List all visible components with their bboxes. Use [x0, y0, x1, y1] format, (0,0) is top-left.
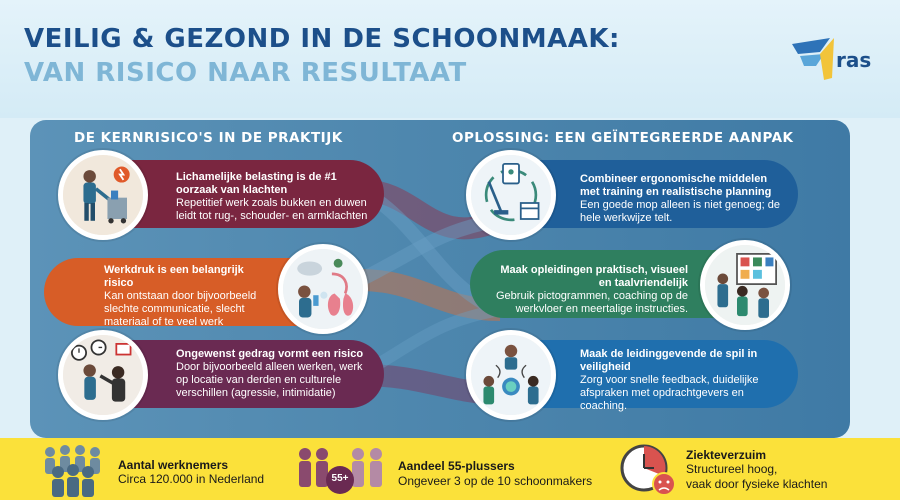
people-group-icon [40, 442, 106, 498]
solution-heading: Maak de leidinggevende de spil in veiligheid [580, 348, 758, 373]
page-subtitle: VAN RISICO NAAR RESULTAAT [24, 58, 467, 88]
solution-text: Een goede mop alleen is niet genoeg; de hele werkwijze telt. [580, 199, 780, 224]
stat-55plus-value: Ongeveer 3 op de 10 schoonmakers [398, 474, 593, 488]
stat-absence-label: Ziekteverzuim [686, 448, 767, 462]
risk-heading: Lichamelijke belasting is de #1 oorzaak van klachten [176, 171, 337, 196]
training-board-icon [700, 240, 790, 330]
risks-section-title: DE KERNRISICO'S IN DE PRAKTIJK [74, 130, 343, 146]
people-55plus-icon [296, 444, 390, 498]
solution-text: Zorg voor snelle feedback, duidelijke afspraken met opdrachtgevers en coaching. [580, 374, 759, 412]
stat-employees-value: Circa 120.000 in Nederland [118, 472, 265, 486]
solution-text: Gebruik pictogrammen, coaching op de werkvloer en meertalige instructies. [496, 290, 688, 315]
stressed-worker-icon [58, 330, 148, 420]
stat-absence-value-line1: Structureel hoog, [686, 462, 778, 476]
risk-text: Repetitief werk zoals bukken en duwen leidt tot rug-, schouder- en armklachten [176, 197, 368, 222]
page-title: VEILIG & GEZOND IN DE SCHOONMAAK: [24, 24, 620, 54]
stat-employees-label: Aantal werknemers [118, 458, 229, 472]
risk-heading: Ongewenst gedrag vormt een risico [176, 348, 364, 360]
lungs-spray-icon [278, 244, 368, 334]
solution-heading: Combineer ergonomische middelen met training en realistische planning [580, 173, 772, 198]
solution-heading: Maak opleidingen praktisch, visueel en taalvriendelijk [500, 264, 688, 289]
stat-55plus-label: Aandeel 55-plussers [398, 459, 515, 473]
cleaner-with-cart-icon [58, 150, 148, 240]
leader-team-icon [466, 330, 556, 420]
badge-55plus: 55+ [331, 473, 349, 484]
clock-sad-icon [618, 442, 678, 498]
solutions-section-title: OPLOSSING: EEN GEÏNTEGREERDE AANPAK [452, 130, 794, 146]
mop-tablet-calendar-icon [466, 150, 556, 240]
risk-text: Door bijvoorbeeld alleen werken, werk op locatie van derden en culturele verschillen (agressie, intimidatie) [176, 361, 363, 399]
risk-heading: Werkdruk is een belangrijk risico [104, 264, 244, 289]
stat-absence-value-line2: vaak door fysieke klachten [686, 477, 828, 491]
logo-text: ras [836, 48, 872, 72]
risk-text: Kan ontstaan door bijvoorbeeld slechte communicatie, slecht materiaal of te veel werk [104, 290, 257, 328]
